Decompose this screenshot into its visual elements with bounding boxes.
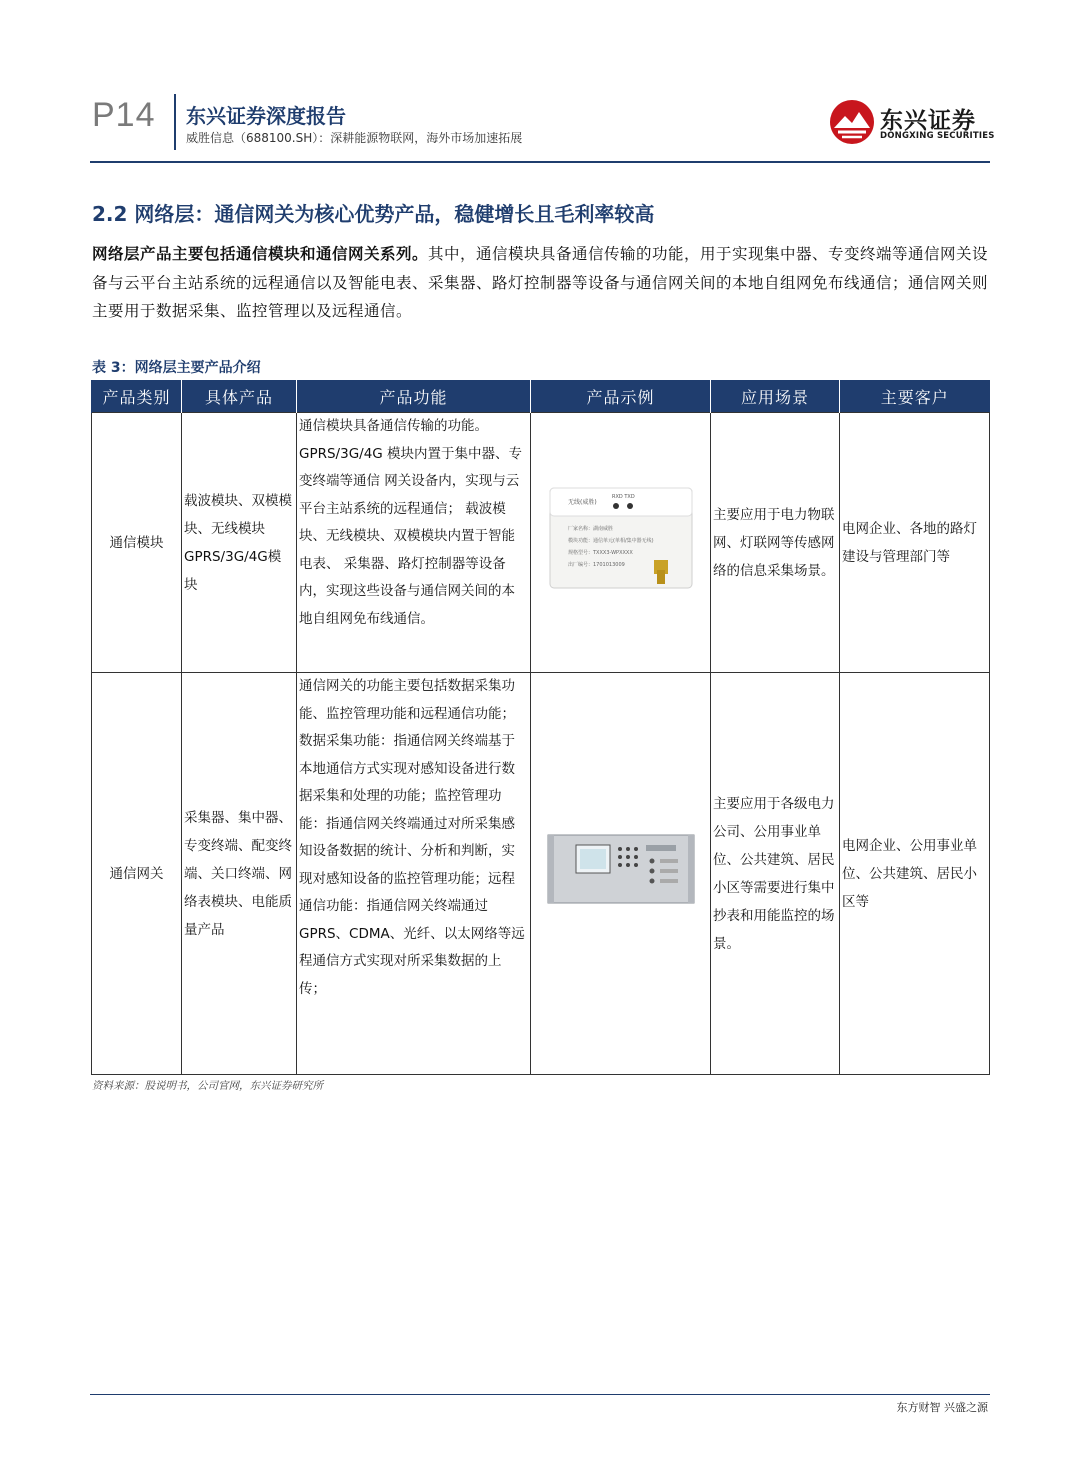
header-scenario: 应用场景 (711, 380, 840, 413)
footer-rule (90, 1394, 990, 1395)
header-separator (174, 94, 176, 150)
header-customers: 主要客户 (840, 380, 990, 413)
header-category: 产品类别 (92, 380, 182, 413)
module-type-label: 无线(威胜) (567, 498, 597, 506)
module-function-text: 模块功能：通信单元(单相/集中器无线) (567, 537, 654, 544)
section-title: 2.2 网络层：通信网关为核心优势产品，稳健增长且毛利率较高 (92, 202, 655, 226)
cell-function: 通信网关的功能主要包括数据采集功能、监控管理功能和远程通信功能；数据采集功能：指通信网关终端基于本地通信方式实现对感知设备进行数据采集和处理的功能；监控管理功能：指通信网关终端通过对所采集感知设备数据的统计、分析和判断，实现对感知设备的监控管理功能；远程通信功能：指通信网关终端通过 GPRS、CDMA、光纤、以太网络等远程通信方式实现对所采集数据的上传； (297, 673, 531, 1075)
cell-scenario: 主要应用于各级电力公司、公用事业单位、公共建筑、居民小区等需要进行集中抄表和用能监控的场景。 (711, 673, 840, 1075)
gateway-terminal-image (546, 829, 696, 909)
table-caption: 表 3：网络层主要产品介绍 (92, 360, 261, 376)
intro-text: 其中，通信模块具备通信传输的功能，用于实现集中器、专变终端等通信网关设备与云平台主站系统的远程通信以及智能电表、采集器、路灯控制器等设备与通信网关间的本地自组网免布线通信；通信网关则主要用于数据采集、监控管理以及远程通信。 (92, 245, 989, 320)
footer-slogan: 东方财智 兴盛之源 (896, 1401, 988, 1414)
table-header-row (92, 380, 990, 413)
source-note: 资料来源：股说明书，公司官网，东兴证券研究所 (92, 1080, 323, 1092)
module-led-labels: RXD TXD (611, 493, 635, 500)
table-row (92, 673, 990, 1075)
intro-paragraph (92, 240, 990, 326)
header-function: 产品功能 (297, 380, 531, 413)
cell-function: 通信模块具备通信传输的功能。GPRS/3G/4G 模块内置于集中器、专变终端等通信 网关设备内，实现与云平台主站系统的远程通信； 载波模块、无线模块、双模模块内置于智能电表、 采集器、路灯控制器等设备内，实现这些设备与通信网关间的本地自组网免布线通信。 (297, 413, 531, 673)
cell-example (531, 673, 711, 1075)
module-vendor-text: 厂家名称：湖南威胜 (567, 525, 613, 532)
communication-module-image (546, 482, 696, 594)
intro-bold: 网络层产品主要包括通信模块和通信网关系列。 (92, 245, 429, 263)
logo-name: 东兴证券 (880, 108, 976, 134)
module-model-text: 规格型号：TXXX3-WPXXXX (567, 549, 633, 556)
product-table (91, 380, 990, 1075)
cell-customers: 电网企业、公用事业单位、公共建筑、居民小区等 (840, 673, 990, 1075)
table-row (92, 413, 990, 673)
cell-category: 通信模块 (92, 413, 182, 673)
cell-category: 通信网关 (92, 673, 182, 1075)
module-serial-text: 出厂编号：1701013009 (567, 561, 625, 568)
cell-products: 采集器、集中器、专变终端、配变终端、关口终端、网络表模块、电能质量产品 (182, 673, 297, 1075)
cell-customers: 电网企业、各地的路灯建设与管理部门等 (840, 413, 990, 673)
report-title: 东兴证券深度报告 (186, 104, 346, 128)
header-product: 具体产品 (182, 380, 297, 413)
logo-english-name: DONGXING SECURITIES (880, 131, 995, 141)
report-subtitle: 威胜信息（688100.SH）：深耕能源物联网，海外市场加速拓展 (186, 131, 523, 145)
header-example: 产品示例 (531, 380, 711, 413)
page-number: P14 (92, 96, 156, 134)
cell-scenario: 主要应用于电力物联网、灯联网等传感网络的信息采集场景。 (711, 413, 840, 673)
cell-products: 载波模块、双模模块、无线模块GPRS/3G/4G模块 (182, 413, 297, 673)
cell-example (531, 413, 711, 673)
header-rule (90, 161, 990, 163)
dongxing-logo-icon (828, 98, 876, 146)
